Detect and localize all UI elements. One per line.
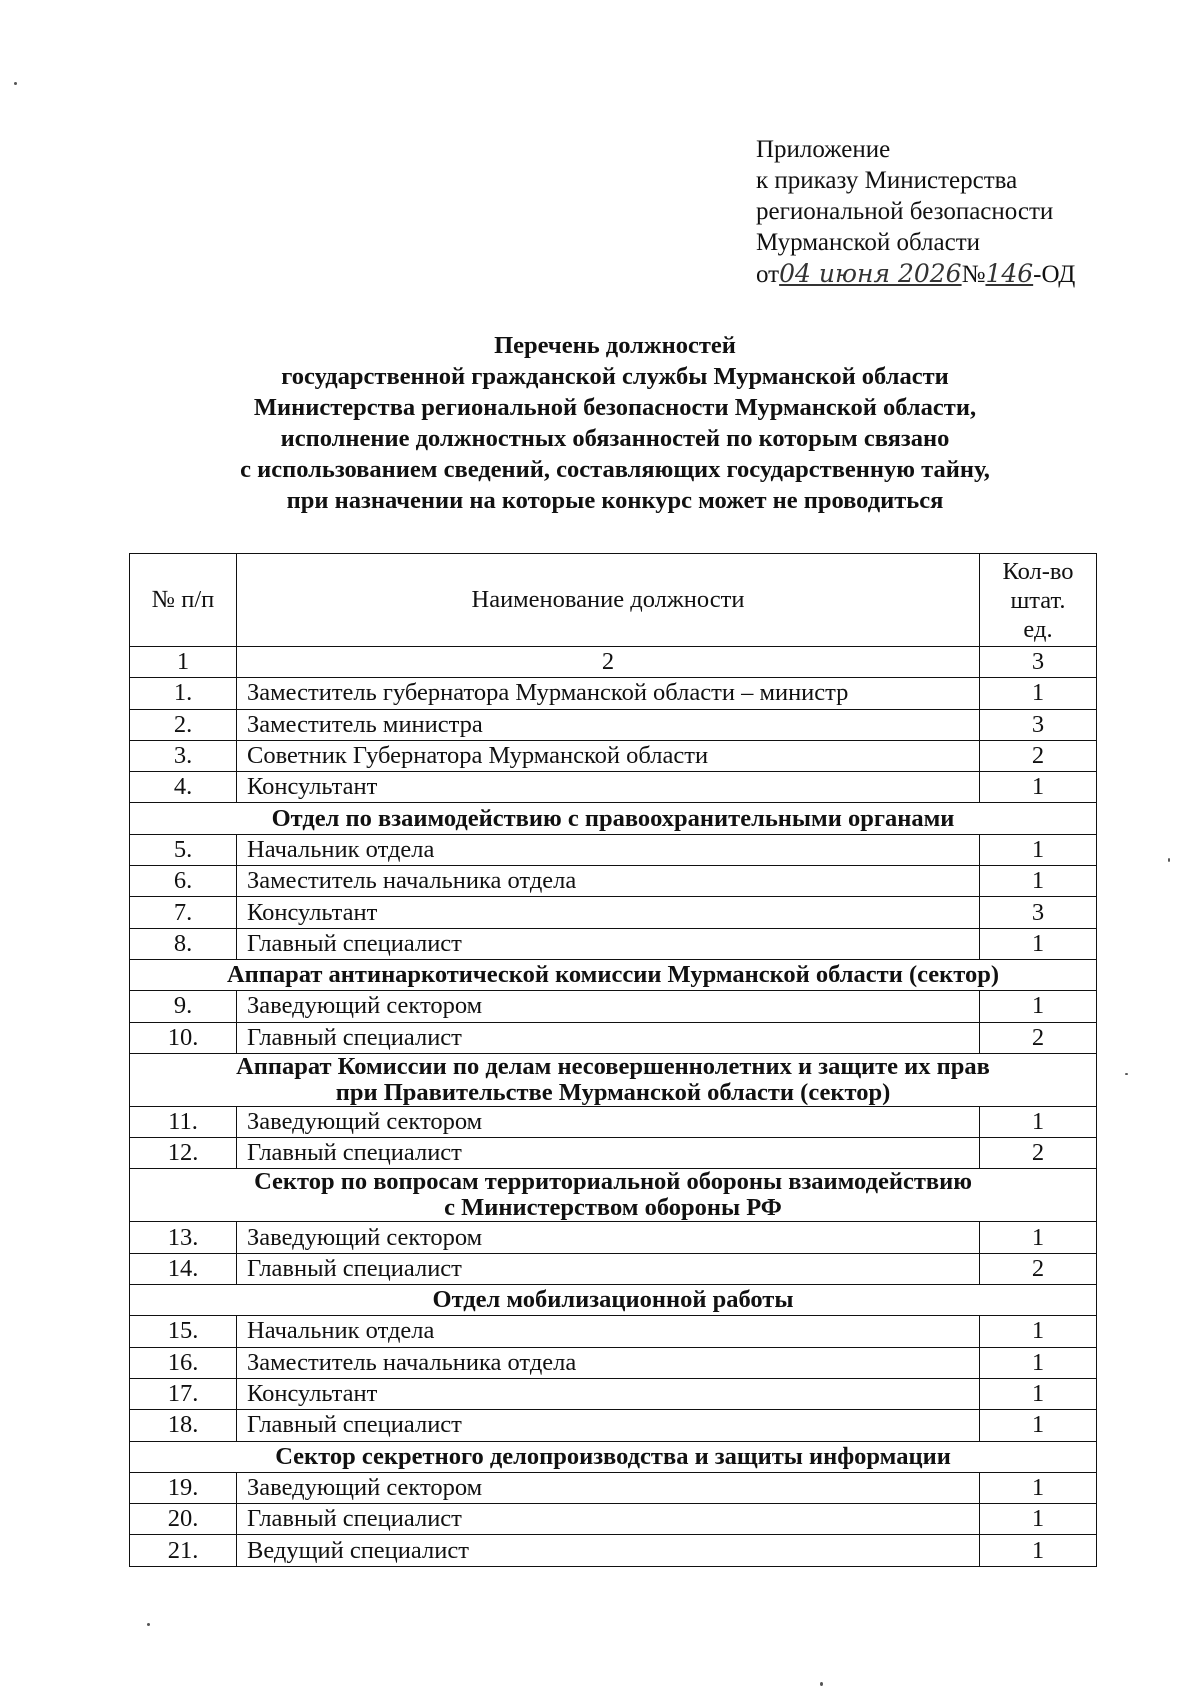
number-suffix: -ОД bbox=[1033, 261, 1076, 288]
appendix-line: к приказу Министерства bbox=[756, 167, 1018, 194]
position-name: Заместитель начальника отдела bbox=[237, 1347, 980, 1378]
title-line: при назначении на которые конкурс может не проводиться bbox=[286, 487, 944, 514]
position-name: Главный специалист bbox=[237, 928, 980, 959]
appendix-line: Мурманской области bbox=[756, 229, 981, 256]
position-name: Заведующий сектором bbox=[237, 1106, 980, 1137]
section-header-row bbox=[130, 1169, 1097, 1222]
section-header-row bbox=[130, 1285, 1097, 1316]
row-number: 11. bbox=[130, 1106, 237, 1137]
table-row bbox=[130, 1138, 1097, 1169]
table-row bbox=[130, 1378, 1097, 1409]
staff-count: 1 bbox=[980, 928, 1097, 959]
table-row bbox=[130, 678, 1097, 709]
section-title-line: с Министерством обороны РФ bbox=[444, 1194, 782, 1222]
header-count bbox=[980, 554, 1097, 647]
section-title bbox=[130, 1053, 1097, 1106]
column-number: 2 bbox=[237, 647, 980, 678]
row-number: 3. bbox=[130, 740, 237, 771]
position-name: Советник Губернатора Мурманской области bbox=[237, 740, 980, 771]
handwritten-number: 146 bbox=[985, 259, 1034, 288]
header-name: Наименование должности bbox=[237, 554, 980, 647]
position-name: Заведующий сектором bbox=[237, 1472, 980, 1503]
position-name: Главный специалист bbox=[237, 1504, 980, 1535]
table-row bbox=[130, 1535, 1097, 1566]
row-number: 9. bbox=[130, 991, 237, 1022]
appendix-block bbox=[756, 134, 1075, 290]
section-title bbox=[130, 1285, 1097, 1316]
title-line: Министерства региональной безопасности Мурманской области, bbox=[253, 394, 977, 421]
table-row bbox=[130, 897, 1097, 928]
title-line: Перечень должностей bbox=[494, 332, 736, 359]
staff-count: 1 bbox=[980, 1106, 1097, 1137]
section-title bbox=[130, 1441, 1097, 1472]
section-title-line: при Правительстве Мурманской области (сектор) bbox=[335, 1078, 891, 1106]
table-row bbox=[130, 1410, 1097, 1441]
staff-count: 1 bbox=[980, 1316, 1097, 1347]
row-number: 5. bbox=[130, 834, 237, 865]
table-row bbox=[130, 1472, 1097, 1503]
table-header-row bbox=[130, 554, 1097, 647]
staff-count: 1 bbox=[980, 1472, 1097, 1503]
position-name: Заведующий сектором bbox=[237, 991, 980, 1022]
table-row bbox=[130, 928, 1097, 959]
scan-speck bbox=[1168, 858, 1170, 862]
column-numbers-row bbox=[130, 647, 1097, 678]
position-name: Консультант bbox=[237, 897, 980, 928]
row-number: 6. bbox=[130, 866, 237, 897]
position-name: Главный специалист bbox=[237, 1022, 980, 1053]
table-row bbox=[130, 1347, 1097, 1378]
section-title-line: Сектор секретного делопроизводства и защиты информации bbox=[275, 1442, 951, 1470]
table-row bbox=[130, 1316, 1097, 1347]
staff-count: 1 bbox=[980, 1535, 1097, 1566]
staff-count: 1 bbox=[980, 1347, 1097, 1378]
row-number: 19. bbox=[130, 1472, 237, 1503]
section-title bbox=[130, 959, 1097, 990]
position-name: Консультант bbox=[237, 772, 980, 803]
staff-count: 1 bbox=[980, 1378, 1097, 1409]
row-number: 16. bbox=[130, 1347, 237, 1378]
table-row bbox=[130, 1106, 1097, 1137]
row-number: 7. bbox=[130, 897, 237, 928]
staff-count: 1 bbox=[980, 678, 1097, 709]
staff-count: 1 bbox=[980, 1504, 1097, 1535]
row-number: 12. bbox=[130, 1138, 237, 1169]
staff-count: 2 bbox=[980, 740, 1097, 771]
title-line: с использованием сведений, составляющих государственную тайну, bbox=[240, 456, 990, 483]
appendix-line: Приложение bbox=[756, 136, 891, 163]
header-count-line: штат. bbox=[1010, 586, 1066, 614]
section-title-line: Аппарат Комиссии по делам несовершеннолетних и защите их прав bbox=[236, 1052, 990, 1080]
table-row bbox=[130, 740, 1097, 771]
staff-count: 2 bbox=[980, 1253, 1097, 1284]
section-title-line: Отдел по взаимодействию с правоохранительными органами bbox=[271, 804, 955, 832]
appendix-line: региональной безопасности bbox=[756, 198, 1054, 225]
scan-speck bbox=[1125, 1073, 1128, 1075]
table-row bbox=[130, 709, 1097, 740]
header-count-line: ед. bbox=[1023, 615, 1053, 643]
positions-table bbox=[129, 553, 1097, 1567]
document-title bbox=[130, 330, 1100, 516]
date-prefix: от bbox=[756, 261, 780, 288]
staff-count: 1 bbox=[980, 772, 1097, 803]
staff-count: 1 bbox=[980, 834, 1097, 865]
row-number: 18. bbox=[130, 1410, 237, 1441]
row-number: 13. bbox=[130, 1222, 237, 1253]
section-title-line: Аппарат антинаркотической комиссии Мурманской области (сектор) bbox=[226, 961, 1000, 989]
position-name: Начальник отдела bbox=[237, 1316, 980, 1347]
position-name: Заместитель начальника отдела bbox=[237, 866, 980, 897]
scan-speck bbox=[820, 1682, 823, 1686]
table-row bbox=[130, 1504, 1097, 1535]
table-row bbox=[130, 1222, 1097, 1253]
position-name: Ведущий специалист bbox=[237, 1535, 980, 1566]
position-name: Начальник отдела bbox=[237, 834, 980, 865]
row-number: 10. bbox=[130, 1022, 237, 1053]
section-title bbox=[130, 803, 1097, 834]
staff-count: 2 bbox=[980, 1138, 1097, 1169]
row-number: 1. bbox=[130, 678, 237, 709]
number-prefix: № bbox=[961, 261, 986, 288]
staff-count: 1 bbox=[980, 1410, 1097, 1441]
position-name: Главный специалист bbox=[237, 1410, 980, 1441]
staff-count: 3 bbox=[980, 897, 1097, 928]
table-row bbox=[130, 1022, 1097, 1053]
staff-count: 3 bbox=[980, 709, 1097, 740]
column-number: 1 bbox=[130, 647, 237, 678]
position-name: Главный специалист bbox=[237, 1138, 980, 1169]
section-title bbox=[130, 1169, 1097, 1222]
position-name: Консультант bbox=[237, 1378, 980, 1409]
row-number: 4. bbox=[130, 772, 237, 803]
scan-speck bbox=[14, 82, 17, 85]
position-name: Заведующий сектором bbox=[237, 1222, 980, 1253]
row-number: 15. bbox=[130, 1316, 237, 1347]
appendix-date-line bbox=[756, 258, 1075, 290]
row-number: 21. bbox=[130, 1535, 237, 1566]
staff-count: 1 bbox=[980, 866, 1097, 897]
row-number: 17. bbox=[130, 1378, 237, 1409]
row-number: 20. bbox=[130, 1504, 237, 1535]
staff-count: 1 bbox=[980, 1222, 1097, 1253]
position-name: Заместитель губернатора Мурманской области – министр bbox=[237, 678, 980, 709]
staff-count: 1 bbox=[980, 991, 1097, 1022]
section-header-row bbox=[130, 1441, 1097, 1472]
staff-count: 2 bbox=[980, 1022, 1097, 1053]
section-header-row bbox=[130, 959, 1097, 990]
title-line: государственной гражданской службы Мурманской области bbox=[281, 363, 949, 390]
table-row bbox=[130, 1253, 1097, 1284]
position-name: Главный специалист bbox=[237, 1253, 980, 1284]
table-row bbox=[130, 991, 1097, 1022]
table-body bbox=[130, 647, 1097, 1567]
table-row bbox=[130, 772, 1097, 803]
section-title-line: Сектор по вопросам территориальной обороны взаимодействию bbox=[254, 1168, 972, 1196]
section-header-row bbox=[130, 1053, 1097, 1106]
scan-speck bbox=[147, 1623, 150, 1626]
handwritten-date: 04 июня 2026 bbox=[779, 259, 962, 288]
header-count-line: Кол-во bbox=[1002, 557, 1074, 585]
table-row bbox=[130, 834, 1097, 865]
header-num: № п/п bbox=[130, 554, 237, 647]
section-title-line: Отдел мобилизационной работы bbox=[432, 1286, 794, 1314]
row-number: 2. bbox=[130, 709, 237, 740]
row-number: 8. bbox=[130, 928, 237, 959]
title-line: исполнение должностных обязанностей по которым связано bbox=[280, 425, 950, 452]
column-number: 3 bbox=[980, 647, 1097, 678]
section-header-row bbox=[130, 803, 1097, 834]
table-row bbox=[130, 866, 1097, 897]
position-name: Заместитель министра bbox=[237, 709, 980, 740]
row-number: 14. bbox=[130, 1253, 237, 1284]
